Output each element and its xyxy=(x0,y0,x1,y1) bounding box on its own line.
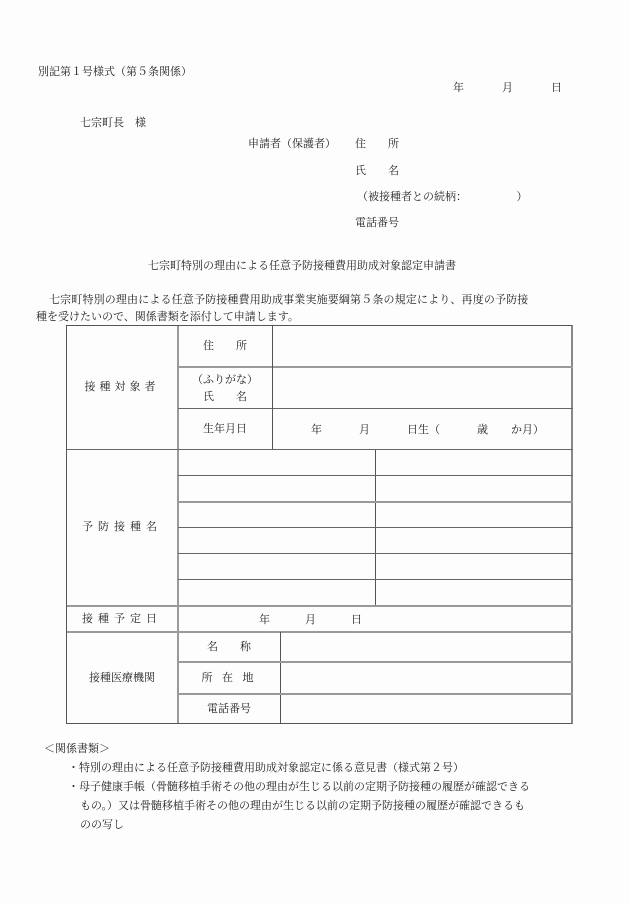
institution-location-label-text: 所 在 地 xyxy=(201,670,257,684)
institution-location-field[interactable] xyxy=(282,663,572,692)
date-year-label: 年 xyxy=(453,81,464,94)
documents-heading: ＜関係書類＞ xyxy=(44,742,110,755)
institution-header xyxy=(67,633,177,723)
date-month-label: 月 xyxy=(502,81,513,94)
birthdate-label-text: 生年月日 xyxy=(203,421,247,435)
name-label: 氏 名 xyxy=(203,390,247,403)
age-months-label: か月） xyxy=(511,423,544,436)
age-years-label: 歳 xyxy=(477,423,488,436)
institution-header-text: 接種医療機関 xyxy=(89,670,155,684)
vaccine-name-field-5b[interactable] xyxy=(377,555,572,578)
institution-name-label-text: 名 称 xyxy=(207,639,251,653)
body-text-line-2: 種を受けたいので、関係書類を添付して申請します。 xyxy=(36,310,299,323)
application-form-table xyxy=(66,325,573,724)
scheduled-day-label: 日 xyxy=(351,613,362,626)
vaccine-name-field-4a[interactable] xyxy=(179,529,374,552)
furigana-label: （ふりがな） xyxy=(192,372,258,386)
subject-address-label xyxy=(178,326,272,366)
applicant-address-label: 住 所 xyxy=(355,137,399,150)
vaccine-name-field-1a[interactable] xyxy=(179,451,374,474)
document-item-2-line-3: のの写し xyxy=(80,818,124,831)
scheduled-date-header-text: 接種予定日 xyxy=(82,611,162,625)
addressee: 七宗町長 様 xyxy=(80,116,146,129)
birth-year-label: 年 xyxy=(311,423,322,436)
subject-address-label-text: 住 所 xyxy=(203,338,247,352)
subject-name-field[interactable] xyxy=(274,368,572,407)
vaccine-name-field-2a[interactable] xyxy=(179,477,374,500)
vaccine-name-field-6b[interactable] xyxy=(377,581,572,604)
applicant-address-field[interactable] xyxy=(410,134,580,152)
subject-header-text: 接種対象者 xyxy=(84,380,160,394)
birth-day-label: 日生（ xyxy=(407,423,440,436)
institution-name-field[interactable] xyxy=(282,633,572,660)
body-text-line-1: 七宗町特別の理由による任意予防接種費用助成事業実施要綱第５条の規定により、再度の予防接 xyxy=(49,293,529,306)
vaccine-name-field-6a[interactable] xyxy=(179,581,374,604)
vaccine-name-field-3a[interactable] xyxy=(179,503,374,526)
relationship-label: （被接種者との続柄： ） xyxy=(357,190,528,203)
applicant-label: 申請者（保護者） xyxy=(248,137,336,150)
vaccine-name-field-5a[interactable] xyxy=(179,555,374,578)
document-item-2-line-1: ・母子健康手帳（骨髄移植手術その他の理由が生じる以前の定期予防接種の履歴が確認できる xyxy=(68,780,530,793)
vaccine-header-text: 予防接種名 xyxy=(82,520,162,534)
vaccine-header xyxy=(67,450,177,605)
birth-month-label: 月 xyxy=(359,423,370,436)
institution-name-label xyxy=(178,633,280,661)
subject-header xyxy=(67,326,177,449)
institution-location-label xyxy=(178,663,280,693)
form-number: 別記第１号様式（第５条関係） xyxy=(38,65,192,78)
scheduled-date-header xyxy=(67,607,177,631)
institution-phone-field[interactable] xyxy=(282,695,572,722)
date-day-label: 日 xyxy=(551,81,562,94)
applicant-name-field[interactable] xyxy=(410,161,580,179)
document-item-2-line-2: もの。）又は骨髄移植手術その他の理由が生じる以前の定期予防接種の履歴が確認できるも xyxy=(80,799,526,812)
institution-phone-label xyxy=(178,695,280,723)
applicant-phone-field[interactable] xyxy=(410,213,580,231)
subject-address-field[interactable] xyxy=(274,327,572,365)
birthdate-label xyxy=(178,409,272,449)
scheduled-year-label: 年 xyxy=(259,613,270,626)
scheduled-month-label: 月 xyxy=(305,613,316,626)
vaccine-name-field-1b[interactable] xyxy=(377,451,572,474)
institution-phone-label-text: 電話番号 xyxy=(207,701,251,715)
relationship-field[interactable] xyxy=(470,187,525,205)
document-item-1: ・特別の理由による任意予防接種費用助成対象認定に係る意見書（様式第２号） xyxy=(68,761,464,774)
vaccine-name-field-2b[interactable] xyxy=(377,477,572,500)
subject-name-label xyxy=(178,368,272,408)
vaccine-name-field-4b[interactable] xyxy=(377,529,572,552)
document-title: 七宗町特別の理由による任意予防接種費用助成対象認定申請書 xyxy=(148,259,456,272)
applicant-name-label: 氏 名 xyxy=(355,164,399,177)
vaccine-name-field-3b[interactable] xyxy=(377,503,572,526)
applicant-phone-label: 電話番号 xyxy=(355,216,399,229)
